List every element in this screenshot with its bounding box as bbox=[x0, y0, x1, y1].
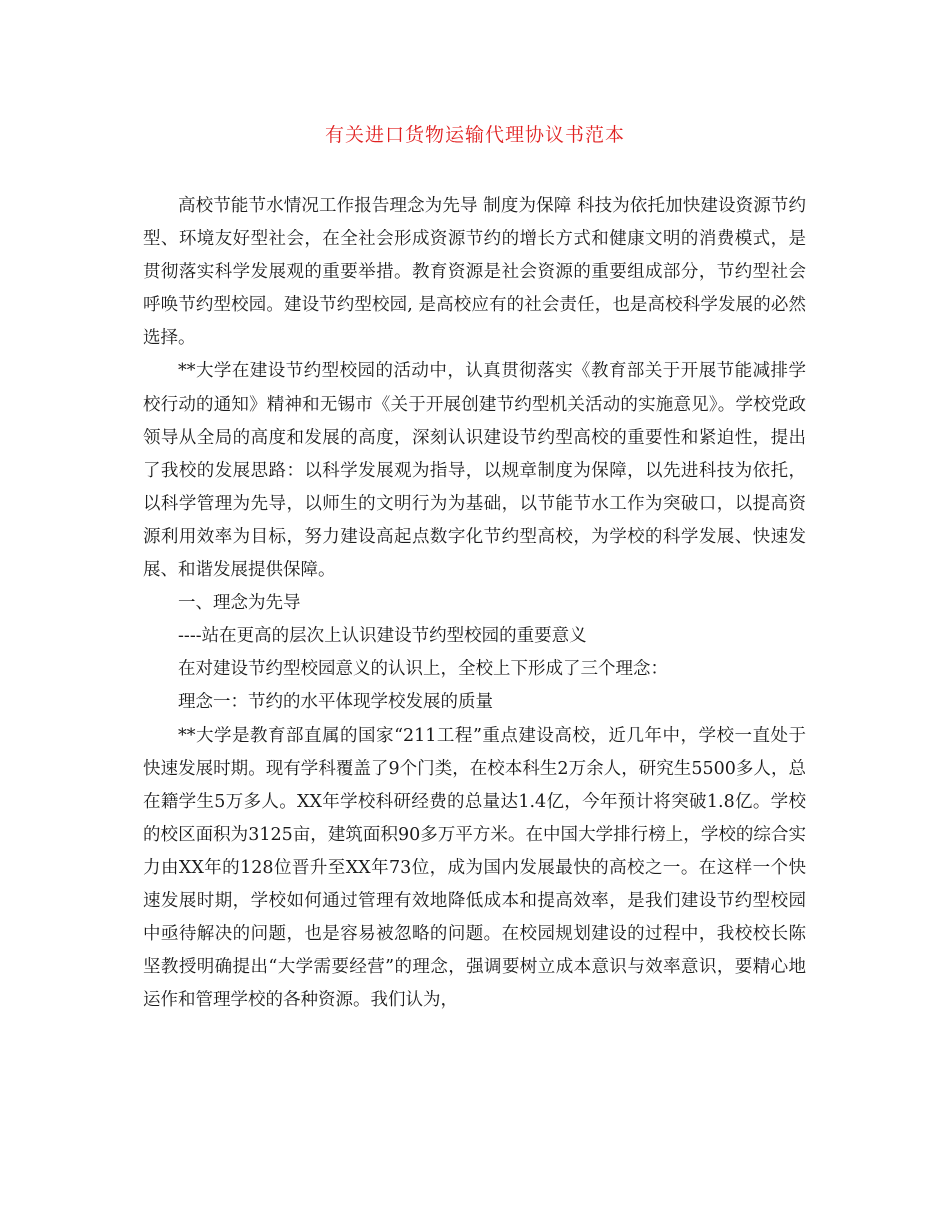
paragraph: **大学是教育部直属的国家“211工程”重点建设高校，近几年中，学校一直处于快速发展时期。现有学科覆盖了9个门类，在校本科生2万余人，研究生5500多人，总在籍学生5万多人。XX年学校科研经费的总量达1.4亿，今年预计将突破1.8亿。学校的校区面积为3125亩，建筑面积90多万平方米。在中国大学排行榜上，学校的综合实力由XX年的128位晋升至XX年73位，成为国内发展最快的高校之一。在这样一个快速发展时期，学校如何通过管理有效地降低成本和提高效率，是我们建设节约型校园中亟待解决的问题，也是容易被忽略的问题。在校园规划建设的过程中，我校校长陈坚教授明确提出“大学需要经营”的理念，强调要树立成本意识与效率意识，要精心地运作和管理学校的各种资源。我们认为， bbox=[143, 725, 806, 1011]
concept-heading: 理念一：节约的水平体现学校发展的质量 bbox=[178, 692, 493, 713]
paragraph: **大学在建设节约型校园的活动中，认真贯彻落实《教育部关于开展节能减排学校行动的通知》精神和无锡市《关于开展创建节约型机关活动的实施意见》。学校党政领导从全局的高度和发展的高度，深刻认识建设节约型高校的重要性和紧迫性，提出了我校的发展思路：以科学发展观为指导，以规章制度为保障，以先进科技为依托，以科学管理为先导，以师生的文明行为为基础，以节能节水工作为突破口，以提高资源利用效率为目标，努力建设高起点数字化节约型高校，为学校的科学发展、快速发展、和谐发展提供保障。 bbox=[143, 361, 806, 581]
section-subheading: ----站在更高的层次上认识建设节约型校园的重要意义 bbox=[178, 626, 587, 647]
paragraph: 在对建设节约型校园意义的认识上，全校上下形成了三个理念： bbox=[178, 659, 668, 680]
paragraph: 高校节能节水情况工作报告理念为先导 制度为保障 科技为依托加快建设资源节约型、环境友好型社会，在全社会形成资源节约的增长方式和健康文明的消费模式，是贯彻落实科学发展观的重要举措。教育资源是社会资源的重要组成部分，节约型社会呼唤节约型校园。建设节约型校园, 是高校应有的社会责任，也是高校科学发展的必然选择。 bbox=[143, 196, 806, 349]
document-title: 有关进口货物运输代理协议书范本 bbox=[324, 124, 625, 146]
document-body bbox=[143, 190, 806, 1017]
section-heading: 一、理念为先导 bbox=[178, 593, 301, 614]
